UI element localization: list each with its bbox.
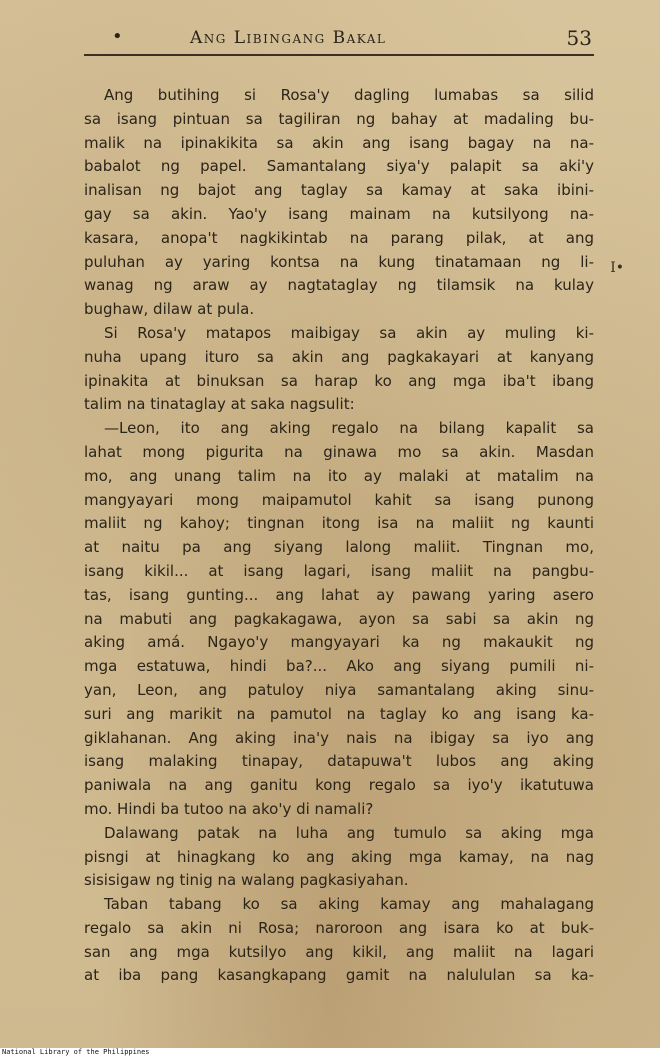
text-line: Si Rosa'y matapos maibigay sa akin ay muling ki- [104, 323, 594, 342]
text-line: tas, isang gunting... ang lahat ay pawang yaring asero [84, 585, 594, 604]
text-line: —Leon, ito ang aking regalo na bilang kapalit sa [104, 419, 594, 438]
text-line: pisngi at hinagkang ko ang aking mga kamay, na nag [84, 847, 594, 866]
text-line: bughaw, dilaw at pula. [84, 300, 255, 319]
text-line: nuha upang ituro sa akin ang pagkakayari at kanyang [84, 347, 594, 366]
text-line: mangyayari mong maipamutol kahit sa isang punong [84, 490, 594, 509]
text-line: Dalawang patak na luha ang tumulo sa aking mga [104, 823, 594, 842]
margin-mark: I• [610, 260, 624, 276]
text-line: paniwala na ang ganitu kong regalo sa iyo'y ikatutuwa [84, 776, 594, 795]
text-line: sa isang pintuan sa tagiliran ng bahay at madaling bu- [84, 109, 594, 128]
text-line: talim na tinataglay at saka nagsulit: [84, 395, 355, 414]
text-line: yan, Leon, ang patuloy niya samantalang aking sinu- [84, 680, 594, 699]
text-line: wanag ng araw ay nagtataglay ng tilamsik na kulay [84, 276, 594, 295]
library-credit: National Library of the Philippines [2, 1048, 150, 1056]
text-line: at iba pang kasangkapang gamit na nalululan sa ka- [84, 966, 594, 985]
text-line: Ang butihing si Rosa'y dagling lumabas sa silid [104, 86, 594, 104]
page-number: 53 [566, 26, 592, 50]
text-line: Taban tabang ko sa aking kamay ang mahalagang [104, 895, 594, 914]
text-line: at naitu pa ang siyang lalong maliit. Tingnan mo, [84, 538, 594, 557]
text-line: inalisan ng bajot ang taglay sa kamay at saka ibini- [84, 181, 594, 200]
text-line: na mabuti ang pagkakagawa, ayon sa sabi sa akin ng [84, 609, 594, 628]
text-line: giklahanan. Ang aking ina'y nais na ibigay sa iyo ang [84, 728, 594, 747]
page-header [0, 24, 660, 54]
scan-footer [0, 1048, 660, 1058]
text-line: mo. Hindi ba tutoo na ako'y di namali? [84, 799, 374, 818]
text-line: lahat mong pigurita na ginawa mo sa akin. Masdan [84, 442, 594, 461]
text-line: isang malaking tinapay, datapuwa't lubos ang aking [84, 752, 594, 771]
header-bullet: • [112, 26, 123, 47]
text-line: aking amá. Ngayo'y mangyayari ka ng makaukit ng [84, 633, 594, 652]
text-line: mga estatuwa, hindi ba?... Ako ang siyang pumili ni- [84, 657, 594, 676]
header-rule [84, 54, 594, 56]
text-line: ipinakita at binuksan sa harap ko ang mga iba't ibang [84, 371, 594, 390]
text-line: isang kikil... at isang lagari, isang maliit na pangbu- [84, 561, 594, 580]
text-line: malik na ipinakikita sa akin ang isang bagay na na- [84, 133, 594, 152]
text-line: regalo sa akin ni Rosa; naroroon ang isara ko at buk- [84, 918, 594, 937]
text-line: suri ang marikit na pamutol na taglay ko ang isang ka- [84, 704, 594, 723]
running-title: Ang Libingang Bakal [190, 28, 387, 48]
text-line: maliit ng kahoy; tingnan itong isa na maliit ng kaunti [84, 514, 594, 533]
text-line: san ang mga kutsilyo ang kikil, ang maliit na lagari [84, 942, 594, 961]
text-line: kasara, anopa't nagkikintab na parang pilak, at ang [84, 228, 594, 247]
text-line: mo, ang unang talim na ito ay malaki at matalim na [84, 466, 594, 485]
body-text [84, 84, 594, 988]
text-line: sisisigaw ng tinig na walang pagkasiyahan. [84, 871, 409, 890]
text-line: babalot ng papel. Samantalang siya'y palapit sa aki'y [84, 157, 594, 176]
text-line: gay sa akin. Yao'y isang mainam na kutsilyong na- [84, 204, 594, 223]
text-line: puluhan ay yaring kontsa na kung tinatamaan ng li- [84, 252, 594, 271]
